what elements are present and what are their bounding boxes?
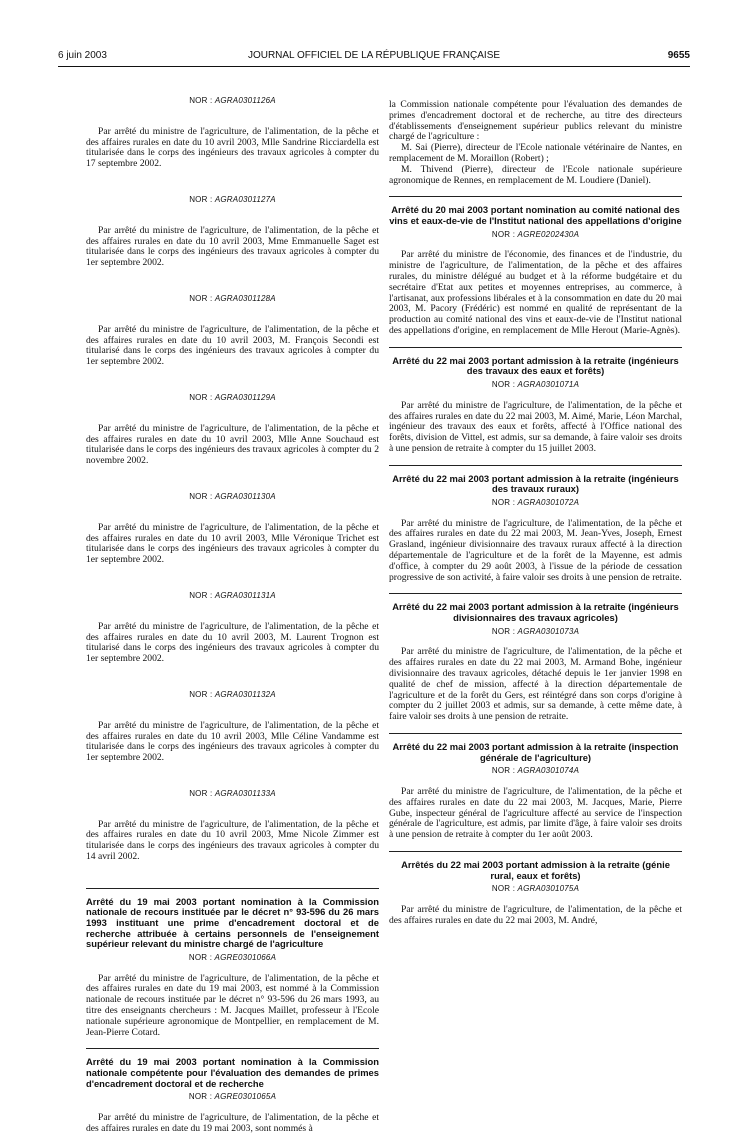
decree-text: Par arrêté du ministre de l'agriculture, de l'alimentation, de la pêche et des affaires rurales en date du 10 avril 2003, Mme Emmanuelle Saget est titularisée dans le corps des ingénieurs des travaux agricoles à compter du 1er septembre 2002. (86, 224, 379, 269)
nor-reference: NOR : AGRA0301074A (491, 766, 580, 776)
section-heading: Arrêté du 22 mai 2003 portant admission à la retraite (ingénieurs des travaux ruraux) (392, 472, 679, 495)
section-separator (389, 733, 682, 734)
decree-section (389, 733, 682, 841)
decree-text: Par arrêté du ministre de l'agriculture, de l'alimentation, de la pêche et des affaires rurales en date du 10 avril 2003, M. François Secondi est titularisé dans le corps des ingénieurs des travaux agricoles à compter du 1er septembre 2002. (86, 323, 379, 368)
decree-text: Par arrêté du ministre de l'agriculture, de l'alimentation, de la pêche et des affaires rurales en date du 22 mai 2003, M. Jean-Yves, Joseph, Ernest Grasland, ingénieur divisionnaire des travaux ruraux affecté à la direction départementale de l'agriculture et de la forêt de la Mayenne, est admis d'office, à compter du 29 août 2003, à l'issue de la période de cessation progressive de son activité, à faire valoir ses droits à une pension de retraite. (389, 517, 682, 583)
decree-text: Par arrêté du ministre de l'agriculture, de l'alimentation, de la pêche et des affaires rurales en date du 10 avril 2003, Mlle Anne Souchaud est titularisée dans le corps des ingénieurs des travaux agricoles à compter du 2 novembre 2002. (86, 422, 379, 467)
section-heading: Arrêté du 19 mai 2003 portant nomination à la Commission nationale de recours instituée par le décret n° 93-596 du 26 mars 1993 instituant une prime d'encadrement doctoral et de recherche attribuée à certains personnels de l'enseignement supérieur relevant du ministre chargé de l'agriculture (86, 895, 379, 950)
decree-entry (86, 294, 379, 368)
decree-text: Par arrêté du ministre de l'agriculture, de l'alimentation, de la pêche et des affaires rurales en date du 22 mai 2003, M. Aimé, Marie, Léon Marchal, ingénieur des travaux des eaux et forêts, affecté à l'Office national des forêts, division de Vittel, est admis, sur sa demande, à faire valoir ses droits à une pension de retraite à compter du 15 juillet 2003. (389, 399, 682, 454)
decree-text: Par arrêté du ministre de l'agriculture, de l'alimentation, de la pêche et des affaires rurales en date du 10 avril 2003, Mlle Véronique Trichet est titularisée dans le corps des ingénieurs des travaux agricoles à compter du 1er septembre 2002. (86, 521, 379, 566)
nor-reference: NOR : AGRA0301133A (189, 788, 276, 798)
nor-reference: NOR : AGRA0301075A (491, 884, 580, 894)
nor-reference: NOR : AGRA0301128A (189, 293, 276, 303)
decree-text: Par arrêté du ministre de l'agriculture, de l'alimentation, de la pêche et des affaires rurales en date du 10 avril 2003, M. Laurent Trognon est titularisé dans le corps des ingénieurs des travaux agricoles à compter du 1er septembre 2002. (86, 620, 379, 665)
decree-entry (86, 96, 379, 170)
decree-text: Par arrêté du ministre de l'agriculture, de l'alimentation, de la pêche et des affaires rurales en date du 19 mai 2003, sont nommés à (86, 1112, 379, 1134)
decree-entry (86, 690, 379, 764)
decree-entry (86, 195, 379, 269)
decree-entry (86, 591, 379, 665)
decree-entry (86, 492, 379, 566)
journal-title: JOURNAL OFFICIEL DE LA RÉPUBLIQUE FRANÇAISE (247, 50, 501, 61)
page-header (58, 50, 690, 66)
decree-text: Par arrêté du ministre de l'agriculture, de l'alimentation, de la pêche et des affaires rurales en date du 10 avril 2003, Mme Nicole Zimmer est titularisée dans le corps des ingénieurs des travaux agricoles à compter du 14 avril 2002. (86, 818, 379, 863)
nor-reference: NOR : AGRA0301073A (491, 626, 580, 636)
appointment-line: M. Thivend (Pierre), directeur de l'Ecole nationale supérieure agronomique de Rennes, en remplacement de M. Loudiere (Daniel). (389, 163, 682, 186)
nor-reference: NOR : AGRE0202430A (491, 229, 580, 239)
decree-section (389, 851, 682, 927)
nor-reference: NOR : AGRA0301130A (189, 491, 276, 501)
decree-section (389, 593, 682, 723)
section-heading: Arrêté du 22 mai 2003 portant admission à la retraite (ingénieurs divisionnaires des travaux agricoles) (392, 601, 679, 624)
decree-text: Par arrêté du ministre de l'agriculture, de l'alimentation, de la pêche et des affaires rurales en date du 22 mai 2003, M. André, (389, 903, 682, 926)
decree-section (389, 347, 682, 455)
left-items (86, 96, 379, 863)
decree-text: Par arrêté du ministre de l'économie, des finances et de l'industrie, du ministre de l'agriculture, de l'alimentation, de la pêche et des affaires rurales, du ministre délégué au budget et à la réforme budgétaire et du secrétaire d'Etat aux petites et moyennes entreprises, au commerce, à l'artisanat, aux professions libérales et à la consommation en date du 20 mai 2003, M. Pacory (Frédéric) est nommé en qualité de représentant de la production au comité national des vins et eaux-de-vie de l'Institut national des appellations d'origine, en remplacement de Mlle Herout (Marie-Agnès). (389, 249, 682, 336)
decree-section (389, 465, 682, 584)
section-separator (389, 465, 682, 466)
decree-entry (86, 789, 379, 863)
decree-section (389, 196, 682, 336)
decree-text: Par arrêté du ministre de l'agriculture, de l'alimentation, de la pêche et des affaires rurales en date du 10 avril 2003, Mlle Sandrine Ricciardella est titularisée dans le corps des ingénieurs des travaux agricoles à compter du 17 septembre 2002. (86, 125, 379, 170)
right-column (389, 100, 682, 927)
nor-reference: NOR : AGRA0301132A (189, 689, 276, 699)
section-separator (389, 196, 682, 197)
nor-reference: NOR : AGRA0301071A (491, 379, 580, 389)
section-separator (86, 888, 379, 889)
section-heading: Arrêté du 22 mai 2003 portant admission à la retraite (ingénieurs des travaux des eaux et forêts) (392, 354, 679, 377)
continued-text: la Commission nationale compétente pour l'évaluation des demandes de primes d'encadrement doctoral et de recherche, au titre des directeurs d'établissements d'enseignement supérieur publics relevant du ministre chargé de l'agriculture : (389, 99, 682, 143)
section-separator (86, 1048, 379, 1049)
page-number: 9655 (667, 50, 690, 61)
appointment-line: M. Sai (Pierre), directeur de l'Ecole nationale vétérinaire de Nantes, en remplacement de M. Moraillon (Robert) ; (389, 142, 682, 164)
nor-reference: NOR : AGRE0301066A (188, 952, 277, 962)
header-rule (58, 66, 690, 67)
decree-entry (86, 393, 379, 467)
decree-text: Par arrêté du ministre de l'agriculture, de l'alimentation, de la pêche et des affaires rurales en date du 10 avril 2003, Mlle Céline Vandamme est titularisée dans le corps des ingénieurs des travaux agricoles à compter du 1er septembre 2002. (86, 719, 379, 764)
nor-reference: NOR : AGRE0301065A (188, 1092, 277, 1102)
decree-text: Par arrêté du ministre de l'agriculture, de l'alimentation, de la pêche et des affaires rurales en date du 22 mai 2003, M. Armand Bohe, ingénieur divisionnaire des travaux agricoles, détaché depuis le 1er janvier 1998 en qualité de chef de mission, affecté à la direction départementale de l'agriculture et de la forêt du Gers, est réintégré dans son corps d'origine à compter du 2 juillet 2003 et admis, sur sa demande, à cette même date, à faire valoir ses droits à une pension de retraite. (389, 646, 682, 723)
section-heading: Arrêtés du 22 mai 2003 portant admission à la retraite (génie rural, eaux et forêts) (401, 859, 670, 881)
section-separator (389, 593, 682, 594)
section-separator (389, 851, 682, 852)
nor-reference: NOR : AGRA0301127A (189, 194, 276, 204)
decree-text: Par arrêté du ministre de l'agriculture, de l'alimentation, de la pêche et des affaires rurales en date du 19 mai 2003, est nommé à la Commission nationale de recours instituée par le décret n° 93-596 du 26 mars 1993, au titre des enseignants chercheurs : M. Jacques Maillet, professeur à l'Ecole nationale supérieure agronomique de Montpellier, en remplacement de M. Jean-Pierre Cotard. (86, 972, 379, 1038)
section-heading: Arrêté du 22 mai 2003 portant admission à la retraite (inspection générale de l'agriculture) (392, 741, 679, 763)
nor-reference: NOR : AGRA0301129A (189, 392, 276, 402)
section-heading: Arrêté du 20 mai 2003 portant nomination au comité national des vins et eaux-de-vie de l'Institut national des appellations d'origine (389, 204, 682, 226)
section-heading: Arrêté du 19 mai 2003 portant nomination à la Commission nationale compétente pour l'évaluation des demandes de primes d'encadrement doctoral et de recherche (86, 1056, 379, 1089)
section-separator (389, 347, 682, 348)
nor-reference: NOR : AGRA0301126A (189, 96, 276, 105)
right-sections (389, 196, 682, 926)
left-column (86, 96, 379, 1135)
nor-reference: NOR : AGRA0301131A (189, 590, 276, 600)
nor-reference: NOR : AGRA0301072A (491, 497, 580, 507)
decree-text: Par arrêté du ministre de l'agriculture, de l'alimentation, de la pêche et des affaires rurales en date du 22 mai 2003, M. Jacques, Marie, Pierre Gube, inspecteur général de l'agriculture affecté au service de l'inspection générale de l'agriculture, est admis, par limite d'âge, à faire valoir ses droits à une pension de retraite à compter du 1er août 2003. (389, 786, 682, 841)
issue-date: 6 juin 2003 (58, 50, 107, 61)
